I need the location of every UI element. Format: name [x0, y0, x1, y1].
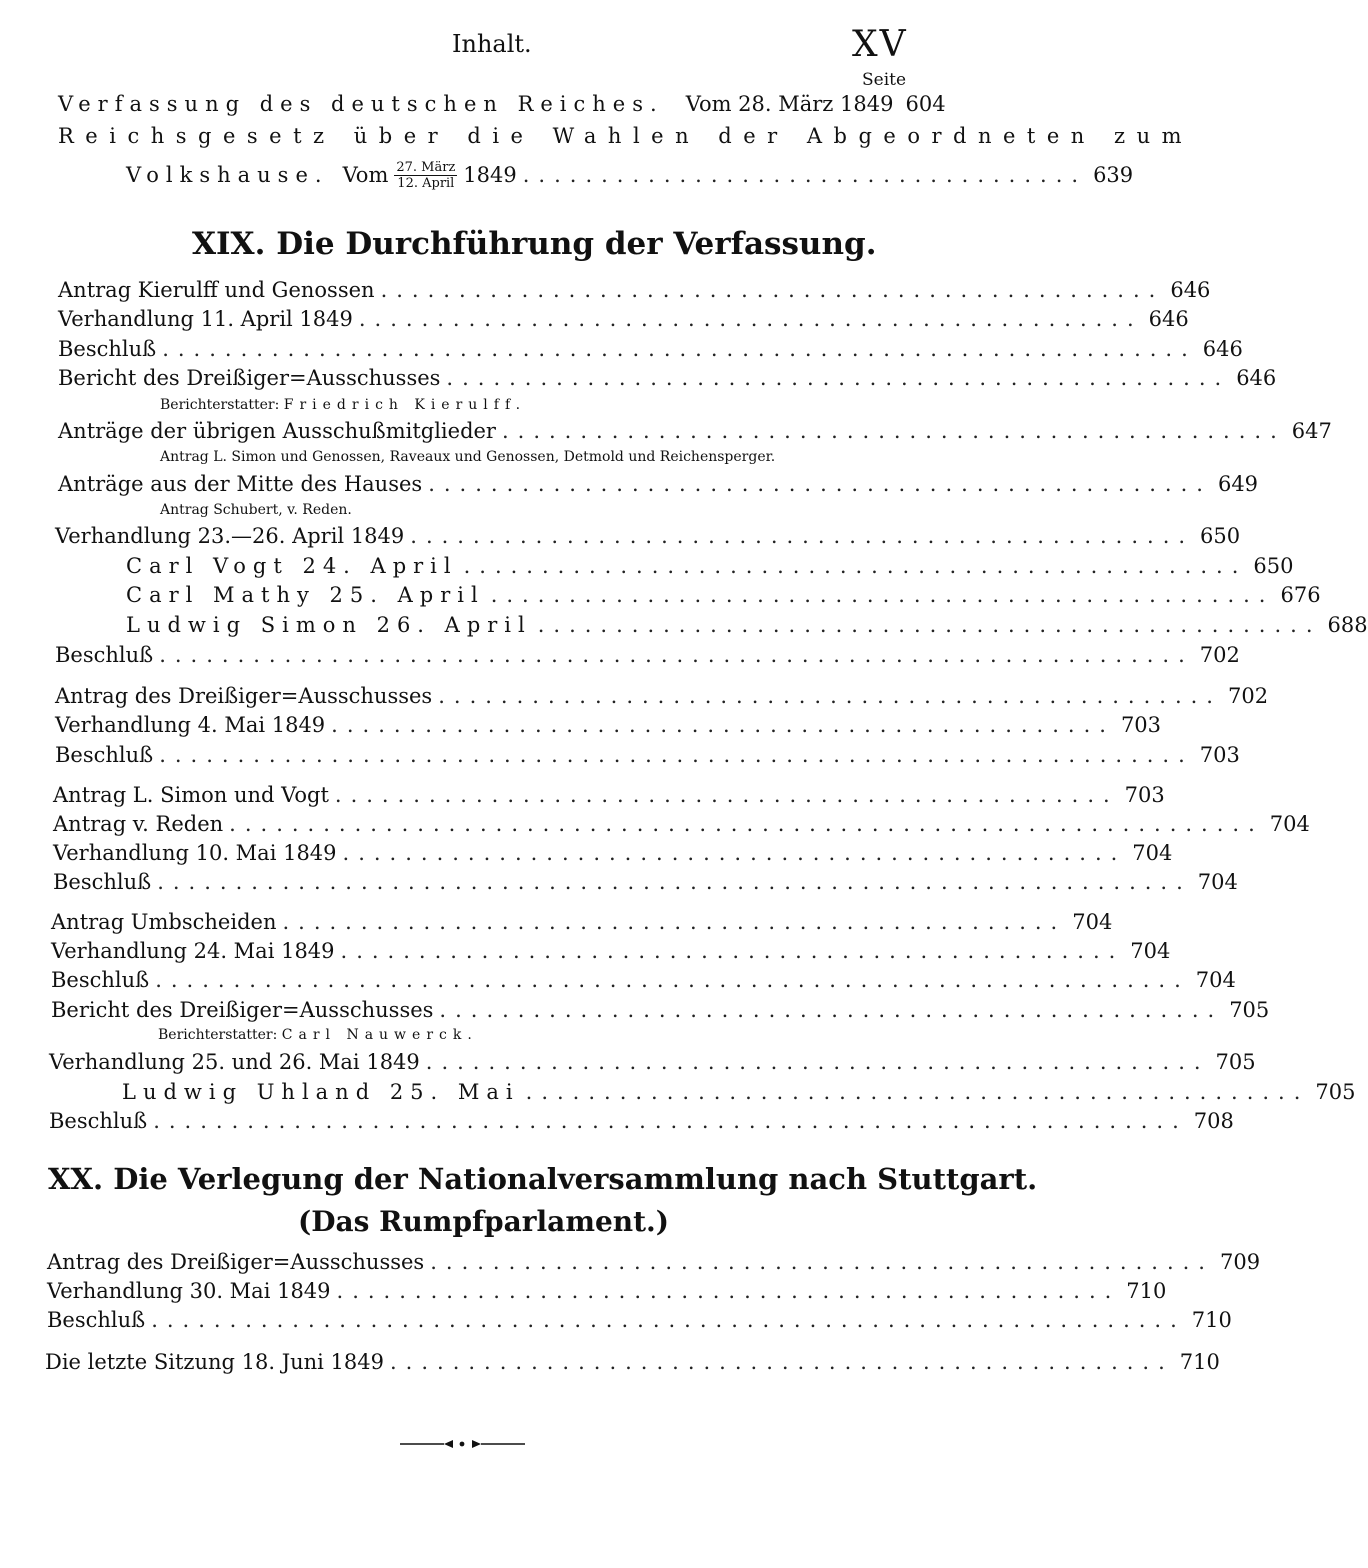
toc-entry-label: Verhandlung 25. und 26. Mai 1849 — [49, 1050, 420, 1074]
toc-entry[interactable] — [53, 777, 1165, 807]
toc-entry-page: 676 — [1280, 583, 1321, 607]
toc-entry-label: Antrag des Dreißiger=Ausschusses — [47, 1250, 425, 1274]
toc-entry-page: 704 — [1195, 968, 1236, 992]
leader-dots: .................................................. — [446, 366, 1231, 390]
toc-entry-label: Ludwig Simon 26. April — [126, 613, 532, 637]
leader-dots: .................................................................. — [159, 643, 1194, 667]
toc-entry[interactable] — [58, 272, 1211, 302]
toc-entry[interactable] — [55, 518, 1241, 548]
toc-entry-wahlgesetz[interactable] — [126, 157, 1134, 193]
toc-entry-page: 710 — [1191, 1308, 1232, 1332]
toc-entry-label: Verhandlung 30. Mai 1849 — [47, 1279, 331, 1303]
toc-entry[interactable] — [51, 962, 1236, 992]
toc-entry[interactable] — [51, 904, 1113, 934]
toc-entry[interactable] — [45, 1344, 1220, 1374]
toc-entry-speech[interactable] — [126, 577, 1321, 607]
toc-entry-page: 703 — [1120, 713, 1162, 737]
berichterstatter-label: Berichterstatter: — [160, 397, 280, 413]
date-fraction — [394, 161, 457, 190]
toc-entry-label: Beschluß — [51, 968, 150, 992]
toc-entry-label: Carl Mathy 25. April — [126, 583, 485, 607]
berichterstatter-line — [158, 1027, 478, 1043]
toc-entry-label: Antrag v. Reden — [53, 812, 224, 836]
toc-entry[interactable] — [49, 1103, 1234, 1133]
leader-dots: .................................................. — [358, 307, 1143, 331]
toc-entry-page: 646 — [1236, 366, 1277, 390]
toc-entry-page: 704 — [1132, 841, 1173, 865]
toc-entry-speech[interactable] — [126, 607, 1368, 637]
toc-entry-page: 702 — [1227, 684, 1269, 708]
toc-entry-label: Ludwig Uhland 25. Mai — [122, 1080, 520, 1104]
toc-entry-label: Verfassung des deutschen Reiches. — [58, 92, 664, 116]
toc-entry-label: Verhandlung 24. Mai 1849 — [51, 939, 335, 963]
leader-dots: .................................................. — [331, 713, 1115, 737]
toc-entry-label: Antrag Umbscheiden — [51, 910, 277, 934]
running-header-title: Inhalt. — [452, 30, 532, 58]
toc-entry-page: 639 — [1093, 163, 1134, 187]
toc-entry-label: Carl Vogt 24. April — [126, 554, 458, 578]
toc-entry-page: 705 — [1215, 1050, 1256, 1074]
toc-entry[interactable] — [53, 835, 1173, 865]
toc-entry-label: Bericht des Dreißiger=Ausschusses — [58, 366, 441, 390]
antrag-schubert-line: Antrag Schubert, v. Reden. — [160, 502, 352, 518]
leader-dots: .................................................................. — [157, 870, 1192, 894]
leader-dots: .................................................................. — [162, 337, 1197, 361]
leader-dots: .................................................................. — [159, 743, 1194, 767]
toc-entry-speech[interactable] — [122, 1074, 1356, 1104]
toc-entry[interactable] — [58, 466, 1259, 496]
leader-dots: .................................................................. — [155, 968, 1190, 992]
toc-entry-page: 650 — [1253, 554, 1294, 578]
leader-dots: .................................................. — [537, 613, 1322, 637]
toc-entry[interactable] — [53, 864, 1238, 894]
section-subheading-xx: (Das Rumpfparlament.) — [298, 1205, 670, 1238]
berichterstatter-name: Friedrich Kierulff. — [283, 397, 527, 413]
leader-dots: .................................... — [522, 163, 1088, 187]
toc-entry-page: 704 — [1130, 939, 1171, 963]
toc-entry-page: 688 — [1327, 613, 1368, 637]
toc-entry-label: Verhandlung 11. April 1849 — [58, 307, 353, 331]
toc-entry[interactable] — [55, 637, 1240, 667]
toc-entry[interactable] — [51, 992, 1270, 1022]
toc-entry-page: 704 — [1197, 870, 1238, 894]
toc-entry[interactable] — [55, 737, 1240, 767]
leader-dots: .................................................. — [501, 419, 1286, 443]
ornament-divider-icon — [400, 1437, 525, 1451]
fraction-denominator: 12. April — [397, 175, 455, 191]
toc-entry-label: Antrag L. Simon und Vogt — [53, 783, 329, 807]
toc-entry-page: 650 — [1200, 524, 1241, 548]
antraege-detail-line: Antrag L. Simon und Genossen, Raveaux und Genossen, Detmold und Reichensperger. — [160, 449, 776, 465]
toc-entry-page: 703 — [1199, 743, 1240, 767]
toc-entry-label: Verhandlung 23.—26. April 1849 — [55, 524, 405, 548]
toc-entry-label: Anträge aus der Mitte des Hauses — [58, 472, 423, 496]
toc-entry-page: 704 — [1072, 910, 1113, 934]
toc-entry[interactable] — [51, 933, 1171, 963]
toc-entry-label: Reichsgesetz über die Wahlen der Abgeordneten zum — [58, 124, 1194, 148]
leader-dots: .................................................. — [490, 583, 1275, 607]
leader-dots: .................................................. — [463, 554, 1248, 578]
toc-entry-label: Beschluß — [53, 870, 152, 894]
toc-entry-page: 702 — [1199, 643, 1240, 667]
toc-entry[interactable] — [47, 1273, 1167, 1303]
toc-entry[interactable] — [55, 678, 1269, 708]
toc-entry[interactable] — [55, 707, 1162, 737]
toc-entry-page: 647 — [1291, 419, 1332, 443]
toc-entry-label: Antrag Kierulff und Genossen — [58, 278, 375, 302]
toc-entry-page: 709 — [1219, 1250, 1261, 1274]
leader-dots: .................................................................. — [153, 1109, 1188, 1133]
toc-entry-page: 646 — [1170, 278, 1211, 302]
leader-dots: .................................................................. — [151, 1308, 1186, 1332]
leader-dots: .................................................. — [380, 278, 1165, 302]
leader-dots: .................................................. — [430, 1250, 1214, 1274]
leader-dots: .................................................. — [342, 841, 1127, 865]
toc-entry-label: Beschluß — [47, 1308, 146, 1332]
leader-dots: .................................................. — [410, 524, 1195, 548]
toc-entry-page: 649 — [1217, 472, 1259, 496]
leader-dots: .................................................. — [525, 1080, 1310, 1104]
toc-entry-page: 646 — [1148, 307, 1189, 331]
section-heading-xx: XX. Die Verlegung der Nationalversammlung nach Stuttgart. — [48, 1162, 1038, 1196]
toc-entry-label: Beschluß — [58, 337, 157, 361]
toc-entry-verfassung[interactable] — [58, 86, 946, 116]
toc-entry-page: 646 — [1202, 337, 1243, 361]
toc-entry-label: Beschluß — [55, 643, 154, 667]
toc-entry[interactable] — [58, 331, 1243, 361]
section-heading-xix: XIX. Die Durchführung der Verfassung. — [192, 226, 877, 262]
page-number: XV — [852, 24, 908, 65]
toc-entry-page: 604 — [905, 92, 946, 116]
toc-entry-label: Anträge der übrigen Ausschußmitglieder — [58, 419, 496, 443]
toc-entry-label: Beschluß — [49, 1109, 148, 1133]
toc-entry-page: 710 — [1179, 1350, 1220, 1374]
toc-entry[interactable] — [58, 301, 1189, 331]
toc-entry-page: 708 — [1193, 1109, 1234, 1133]
toc-entry[interactable] — [53, 806, 1310, 836]
toc-entry-page: 705 — [1229, 998, 1270, 1022]
toc-entry-label: Bericht des Dreißiger=Ausschusses — [51, 998, 434, 1022]
leader-dots: .................................................. — [340, 939, 1125, 963]
toc-entry-page: 704 — [1269, 812, 1310, 836]
toc-entry-date: Vom 28. März 1849 — [685, 92, 894, 116]
vom-text: Vom — [342, 163, 389, 187]
toc-entry-wahlgesetz-line1 — [58, 118, 1194, 148]
toc-entry[interactable] — [58, 360, 1277, 390]
toc-entry-label: Beschluß — [55, 743, 154, 767]
leader-dots: .................................................. — [439, 998, 1224, 1022]
toc-entry-label: Volkshause. — [126, 163, 329, 187]
berichterstatter-label: Berichterstatter: — [158, 1027, 278, 1043]
berichterstatter-name: Carl Nauwerck. — [281, 1027, 478, 1043]
toc-entry-label: Verhandlung 4. Mai 1849 — [55, 713, 326, 737]
toc-entry-page: 710 — [1126, 1279, 1167, 1303]
toc-entry-page: 703 — [1124, 783, 1165, 807]
leader-dots: .................................................. — [336, 1279, 1121, 1303]
toc-entry-label: Antrag des Dreißiger=Ausschusses — [55, 684, 433, 708]
toc-entry-speech[interactable] — [126, 548, 1294, 578]
leader-dots: .................................................. — [390, 1350, 1174, 1374]
toc-entry[interactable] — [58, 413, 1332, 443]
leader-dots: .................................................. — [334, 783, 1119, 807]
toc-entry-page: 705 — [1315, 1080, 1356, 1104]
fraction-numerator: 27. März — [396, 159, 456, 175]
leader-dots: .................................................................. — [229, 812, 1264, 836]
toc-entry[interactable] — [47, 1244, 1261, 1274]
leader-dots: .................................................. — [428, 472, 1212, 496]
berichterstatter-line — [160, 397, 526, 413]
seite-label: Seite — [862, 70, 907, 90]
leader-dots: .................................................. — [425, 1050, 1210, 1074]
leader-dots: .................................................. — [282, 910, 1067, 934]
toc-entry[interactable] — [49, 1044, 1256, 1074]
year-text: 1849 — [463, 163, 517, 187]
toc-entry-label: Die letzte Sitzung 18. Juni 1849 — [45, 1350, 384, 1374]
toc-entry-label: Verhandlung 10. Mai 1849 — [53, 841, 337, 865]
toc-entry[interactable] — [47, 1302, 1232, 1332]
leader-dots: .................................................. — [438, 684, 1222, 708]
